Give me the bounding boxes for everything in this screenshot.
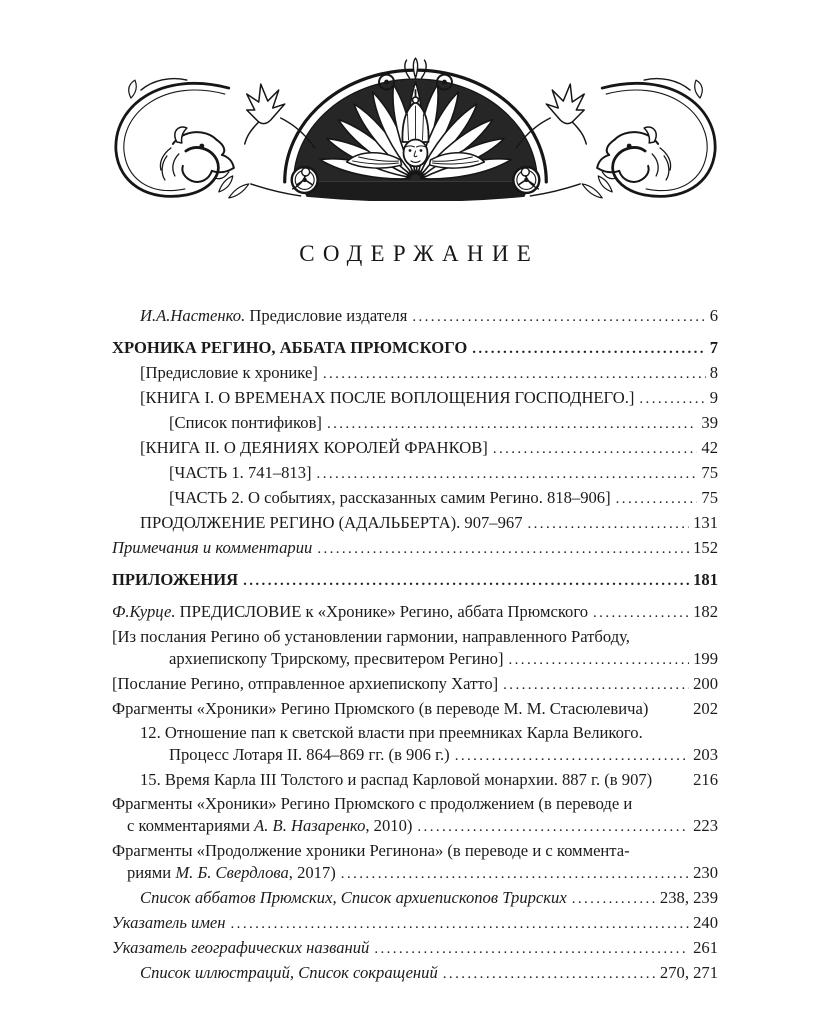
toc-entry-line	[112, 362, 718, 385]
toc-entry	[112, 769, 718, 791]
dot-leader	[317, 462, 698, 485]
dot-leader	[243, 569, 689, 592]
page-title: СОДЕРЖАНИЕ	[299, 241, 540, 266]
toc-entry	[112, 512, 718, 535]
dot-leader	[503, 673, 689, 696]
page-number: 199	[693, 649, 718, 668]
dot-leader	[323, 362, 706, 385]
entry-text: Ф.Курце.	[112, 602, 176, 621]
toc-entry-continuation	[112, 744, 718, 767]
toc-entry	[112, 462, 718, 485]
toc-entry	[112, 537, 718, 560]
toc-entry-line	[112, 387, 718, 410]
toc-entry-line	[112, 601, 718, 624]
page-number: 270, 271	[659, 963, 718, 982]
entry-text: А. В. Назаренко	[254, 816, 366, 835]
entry-text: архиепископу Трирскому, пресвитером Регино]	[169, 649, 504, 668]
toc-entry	[112, 673, 718, 696]
page-number: 181	[693, 570, 718, 589]
toc-entry-line	[112, 462, 718, 485]
dot-leader	[374, 937, 689, 960]
entry-text: [ЧАСТЬ 2. О событиях, рассказанных самим Регино. 818–906]	[169, 488, 611, 507]
entry-text: , 2010)	[365, 816, 413, 835]
entry-text: [КНИГА II. О ДЕЯНИЯХ КОРОЛЕЙ ФРАНКОВ]	[140, 438, 488, 457]
toc-entry-line	[112, 722, 718, 744]
toc-entry	[112, 962, 718, 985]
dot-leader	[443, 962, 656, 985]
page-number: 182	[693, 602, 718, 621]
dot-leader	[327, 412, 697, 435]
entry-text: ХРОНИКА РЕГИНО, АББАТА ПРЮМСКОГО	[112, 338, 468, 357]
page-number: 75	[701, 488, 718, 507]
page-number: 7	[709, 338, 718, 357]
page-number: 230	[693, 863, 718, 882]
toc-entry	[112, 487, 718, 510]
toc-entry	[112, 887, 718, 910]
page-number: 238, 239	[659, 888, 718, 907]
entry-text: ПРОДОЛЖЕНИЕ РЕГИНО (АДАЛЬБЕРТА). 907–967	[140, 513, 523, 532]
toc-entry	[112, 793, 718, 838]
page-number: 216	[693, 770, 718, 789]
entry-text: Список аббатов Прюмских, Список архиепископов Трирских	[140, 888, 567, 907]
toc-entry	[112, 387, 718, 410]
entry-text: с комментариями	[127, 816, 255, 835]
page-number: 8	[709, 363, 718, 382]
toc-entry-line	[112, 698, 718, 720]
toc-entry-line	[112, 512, 718, 535]
toc-entry-line	[112, 626, 718, 648]
toc-entry-line	[112, 569, 718, 592]
page-number: 42	[701, 438, 718, 457]
page-number: 261	[693, 938, 718, 957]
toc-entry	[112, 362, 718, 385]
dot-leader	[493, 437, 698, 460]
toc-entry-line	[112, 673, 718, 696]
entry-text: И.А.Настенко.	[140, 306, 246, 325]
entry-text: ПРИЛОЖЕНИЯ	[112, 570, 239, 589]
entry-text: 15. Время Карла III Толстого и распад Карловой монархии. 887 г. (в 907)	[140, 770, 653, 789]
dot-leader	[341, 862, 689, 885]
entry-text: [Послание Регино, отправленное архиепископу Хатто]	[112, 674, 499, 693]
dot-leader	[231, 912, 690, 935]
dot-leader	[528, 512, 690, 535]
entry-text: 12. Отношение пап к светской власти при преемниках Карла Великого.	[140, 723, 643, 742]
table-of-contents	[112, 303, 718, 985]
toc-entry	[112, 601, 718, 624]
page-number: 240	[693, 913, 718, 932]
entry-text: Фрагменты «Хроники» Регино Прюмского (в переводе М. М. Стасюлевича)	[112, 699, 649, 718]
toc-entry-continuation	[112, 862, 718, 885]
dot-leader	[616, 487, 698, 510]
toc-entry-line	[112, 537, 718, 560]
entry-text: , 2017)	[288, 863, 336, 882]
page-number: 9	[709, 388, 718, 407]
entry-text: Фрагменты «Хроники» Регино Прюмского с продолжением (в переводе и	[112, 794, 633, 813]
toc-entry	[112, 569, 718, 592]
entry-text: [ЧАСТЬ 1. 741–813]	[169, 463, 312, 482]
entry-text: Список иллюстраций, Список сокращений	[140, 963, 438, 982]
page-number: 131	[693, 513, 718, 532]
dot-leader	[509, 648, 690, 671]
toc-entry-line	[112, 412, 718, 435]
toc-entry	[112, 412, 718, 435]
page-number: 202	[693, 699, 718, 718]
dot-leader	[593, 601, 689, 624]
toc-entry-line	[112, 937, 718, 960]
entry-text: Предисловие издателя	[245, 306, 408, 325]
toc-entry	[112, 937, 718, 960]
toc-entry	[112, 698, 718, 720]
toc-entry	[112, 305, 718, 328]
dot-leader	[417, 815, 689, 838]
dot-leader	[572, 887, 656, 910]
toc-entry-line	[112, 840, 718, 862]
dot-leader	[455, 744, 689, 767]
dot-leader	[412, 305, 705, 328]
page-number: 223	[693, 816, 718, 835]
page-number: 200	[693, 674, 718, 693]
headpiece-ornament	[101, 56, 730, 201]
toc-entry-line	[112, 887, 718, 910]
dot-leader	[317, 537, 689, 560]
toc-entry	[112, 337, 718, 360]
entry-text: [Список понтификов]	[169, 413, 322, 432]
toc-entry	[112, 437, 718, 460]
page-number: 6	[709, 306, 718, 325]
page-number: 39	[701, 413, 718, 432]
entry-text: Указатель имен	[112, 913, 226, 932]
toc-entry-line	[112, 487, 718, 510]
toc-entry-line	[112, 912, 718, 935]
entry-text: Примечания и комментарии	[112, 538, 313, 557]
entry-text: риями	[127, 863, 176, 882]
toc-entry	[112, 626, 718, 671]
toc-entry-continuation	[112, 648, 718, 671]
entry-text: ПРЕДИСЛОВИЕ к «Хронике» Регино, аббата Прюмского	[175, 602, 589, 621]
entry-text: Фрагменты «Продолжение хроники Регинона» (в переводе и с коммента-	[112, 841, 630, 860]
entry-text: [КНИГА I. О ВРЕМЕНАХ ПОСЛЕ ВОПЛОЩЕНИЯ ГОСПОДНЕГО.]	[140, 388, 635, 407]
toc-entry-line	[112, 769, 718, 791]
toc-entry-line	[112, 962, 718, 985]
dot-leader	[472, 337, 705, 360]
entry-text: [Предисловие к хронике]	[140, 363, 318, 382]
entry-text: Указатель географических названий	[112, 938, 370, 957]
dot-leader	[639, 387, 705, 410]
toc-entry	[112, 840, 718, 885]
page-number: 152	[693, 538, 718, 557]
toc-entry	[112, 722, 718, 767]
toc-entry-line	[112, 437, 718, 460]
toc-entry-line	[112, 305, 718, 328]
entry-text: [Из послания Регино об установлении гармонии, направленного Ратбоду,	[112, 627, 630, 646]
toc-entry-continuation	[112, 815, 718, 838]
page-number: 75	[701, 463, 718, 482]
entry-text: М. Б. Свердлова	[175, 863, 289, 882]
toc-entry-line	[112, 793, 718, 815]
entry-text: Процесс Лотаря II. 864–869 гг. (в 906 г.)	[169, 745, 450, 764]
fan-base-band	[299, 182, 533, 201]
page-number: 203	[693, 745, 718, 764]
toc-entry	[112, 912, 718, 935]
toc-entry-line	[112, 337, 718, 360]
